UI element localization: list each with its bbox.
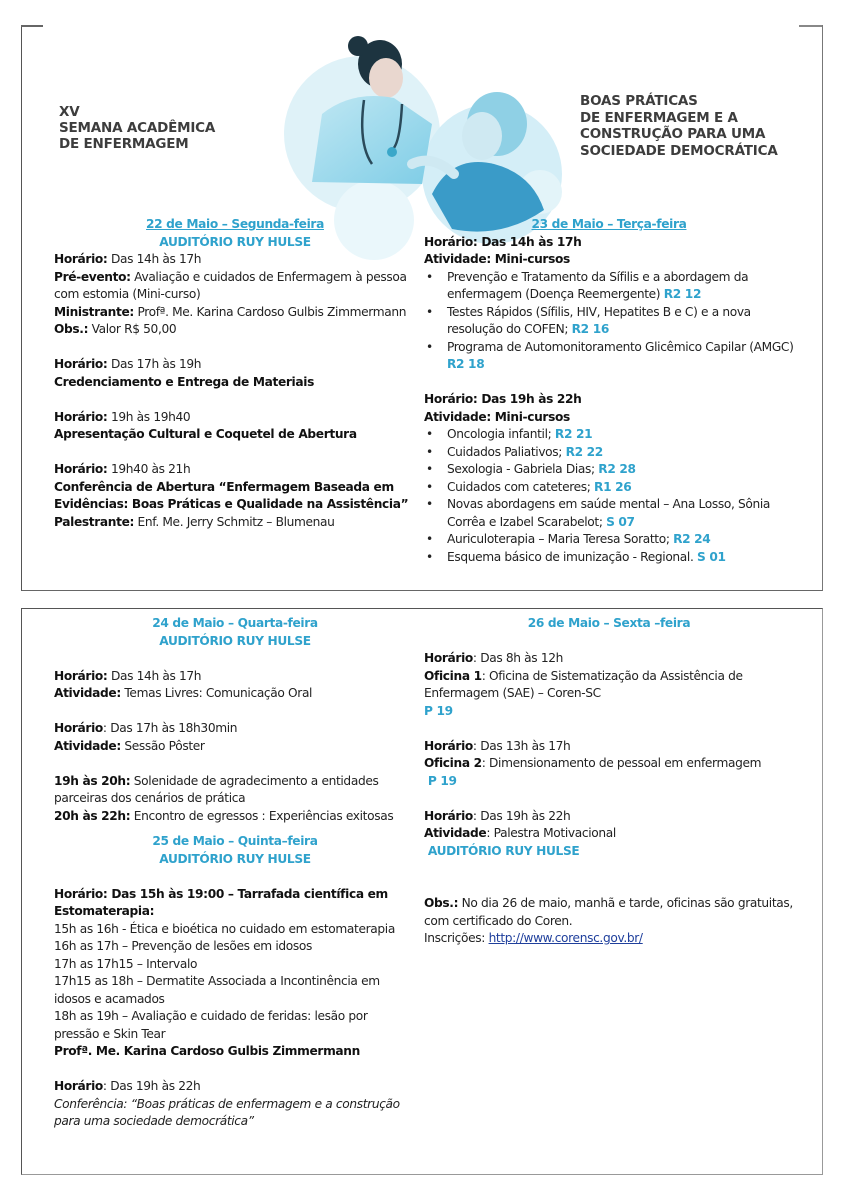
event-title: [59, 104, 215, 152]
room-code: P 19: [424, 773, 457, 788]
event-name-line: DE ENFERMAGEM: [59, 136, 189, 152]
list-item: • Esquema básico de imunização - Regional. S 01: [424, 549, 794, 567]
room-code: R2 28: [598, 462, 636, 476]
venue-label: AUDITÓRIO RUY HULSE: [159, 851, 311, 866]
room-code: S 01: [697, 549, 726, 564]
room-code: R1 26: [594, 479, 632, 494]
schedule-block: Horário: Das 14h às 17h Pré-evento: Avaliação e cuidados de Enfermagem à pessoa com estomia (Mini-curso) Ministrante: Profª. Me. Karina Cardoso Gulbis Zimmermann Obs.: Valor R$ 50,00: [54, 252, 407, 336]
theme-line: DE ENFERMAGEM E A: [580, 109, 738, 126]
list-item: • Novas abordagens em saúde mental – Ana Losso, Sônia Corrêa e Izabel Scarabelot; S 07: [424, 496, 794, 531]
schedule-line: 17h as 17h15 – Intervalo: [54, 956, 198, 971]
room-code: R2 24: [673, 532, 711, 546]
list-item: • Cuidados com cateteres; R1 26: [424, 479, 794, 497]
venue-label: AUDITÓRIO RUY HULSE: [424, 843, 580, 858]
list-item: • Cuidados Paliativos; R2 22: [424, 444, 794, 462]
schedule-line: 17h15 as 18h – Dermatite Associada a Incontinência em idosos e acamados: [54, 974, 380, 1006]
day-26-section: 26 de Maio – Sexta –feira Horário: Das 8h às 12h Oficina 1: Oficina de Sistematização da Assistência de Enfermagem (SAE) – Coren-SC P 19 Horário: Das 13h às 17h Oficina 2: Dimensionamento de pessoal em enfermagem P 19 Horário: Das 19h às 22h Atividade: Palestra Motivacional AUDITÓRIO RUY HULSE Obs.: No dia 26 de maio, manhã e tarde, oficinas são gratuitas, com certificado do Coren. Inscrições: http://www.corensc.gov.br/: [424, 616, 793, 945]
list-item: • Testes Rápidos (Sífilis, HIV, Hepatites B e C) e a nova resolução do COFEN; R2 16: [424, 304, 794, 339]
list-item: • Auriculoterapia – Maria Teresa Soratto; R2 24: [424, 531, 794, 549]
room-code: R2 12: [663, 287, 702, 301]
schedule-line: 15h as 16h - Ética e bioética no cuidado em estomaterapia: [54, 921, 395, 936]
schedule-line: 18h as 19h – Avaliação e cuidado de feridas: lesão por pressão e Skin Tear: [54, 1009, 368, 1041]
list-item: • Oncologia infantil; R2 21: [424, 426, 794, 444]
day-heading: 22 de Maio – Segunda-feira: [146, 217, 324, 231]
list-item: • Programa de Automonitoramento Glicêmico Capilar (AMGC) R2 18: [424, 339, 794, 374]
venue-label: AUDITÓRIO RUY HULSE: [159, 633, 311, 648]
list-item: • Prevenção e Tratamento da Sífilis e a abordagem da enfermagem (Doença Reemergente) R2 12: [424, 269, 794, 304]
day-23-section: [424, 216, 794, 566]
room-code: S 07: [606, 514, 635, 529]
conference-title: Conferência: “Boas práticas de enfermagem e a construção para uma sociedade democrática”: [54, 1096, 400, 1128]
list-item: • Sexologia - Gabriela Dias; R2 28: [424, 461, 794, 479]
session-activity: Atividade: Mini-cursos: [424, 409, 570, 424]
day-22-section: [54, 216, 416, 531]
day-heading: 25 de Maio – Quinta–feira: [152, 834, 318, 848]
event-edition: XV: [59, 104, 80, 120]
room-code: R2 18: [447, 357, 485, 371]
room-code: R2 22: [565, 444, 603, 459]
session-time: Horário: Das 19h às 22h: [424, 392, 582, 406]
theme-line: SOCIEDADE DEMOCRÁTICA: [580, 142, 778, 159]
schedule-block: Horário: 19h40 às 21h Conferência de Abertura “Enfermagem Baseada em Evidências: Boas Práticas e Qualidade na Assistência” Palestrante: Enf. Me. Jerry Schmitz – Blumenau: [54, 462, 409, 529]
schedule-block: Horário: 19h às 19h40 Apresentação Cultural e Coquetel de Abertura: [54, 409, 357, 441]
teacher-name: Profª. Me. Karina Cardoso Gulbis Zimmermann: [54, 1044, 360, 1058]
room-code: R2 16: [571, 322, 609, 336]
event-theme: [580, 93, 778, 159]
room-code: P 19: [424, 703, 453, 718]
minicourse-list: [424, 269, 794, 374]
room-code: R2 21: [554, 427, 593, 441]
day-heading: 24 de Maio – Quarta-feira: [152, 616, 318, 630]
theme-line: BOAS PRÁTICAS: [580, 93, 698, 109]
registration-link[interactable]: http://www.corensc.gov.br/: [488, 931, 643, 945]
event-name-line: SEMANA ACADÊMICA: [59, 120, 216, 136]
session-time: Horário: Das 14h às 17h: [424, 234, 582, 249]
session-title: Horário: Das 15h às 19:00 – Tarrafada científica em Estomaterapia:: [54, 886, 388, 918]
frame-corner-line: [21, 25, 43, 27]
frame-corner-line: [799, 25, 822, 27]
schedule-block: Horário: Das 17h às 19h Credenciamento e Entrega de Materiais: [54, 357, 314, 389]
minicourse-list: [424, 426, 794, 566]
day-24-25-section: 24 de Maio – Quarta-feira AUDITÓRIO RUY HULSE Horário: Das 14h às 17h Atividade: Temas Livres: Comunicação Oral Horário: Das 17h às 18h30min Atividade: Sessão Pôster 19h às 20h: Solenidade de agradecimento a entidades parceiras dos cenários de prática 20h às 22h: Encontro de egressos : Experiências exitosas 25 de Maio – Quinta–feira AUDITÓRIO RUY HULSE Horário: Das 15h às 19:00 – Tarrafada científica em Estomaterapia: 15h as 16h - Ética e bioética no cuidado em estomaterapia 16h as 17h – Prevenção de lesões em idosos 17h as 17h15 – Intervalo 17h15 as 18h – Dermatite Associada a Incontinência em idosos e acamados 18h as 19h – Avaliação e cuidado de feridas: lesão por pressão e Skin Tear Profª. Me. Karina Cardoso Gulbis Zimmermann Horário: Das 19h às 22h Conferência: “Boas práticas de enfermagem e a construção para uma sociedade democrática”: [54, 615, 416, 1131]
venue-label: AUDITÓRIO RUY HULSE: [159, 234, 311, 249]
day-heading: 23 de Maio – Terça-feira: [531, 217, 687, 231]
theme-line: CONSTRUÇÃO PARA UMA: [580, 126, 766, 142]
schedule-line: 16h as 17h – Prevenção de lesões em idosos: [54, 939, 312, 953]
session-activity: Atividade: Mini-cursos: [424, 252, 570, 266]
day-heading: 26 de Maio – Sexta –feira: [527, 616, 691, 630]
